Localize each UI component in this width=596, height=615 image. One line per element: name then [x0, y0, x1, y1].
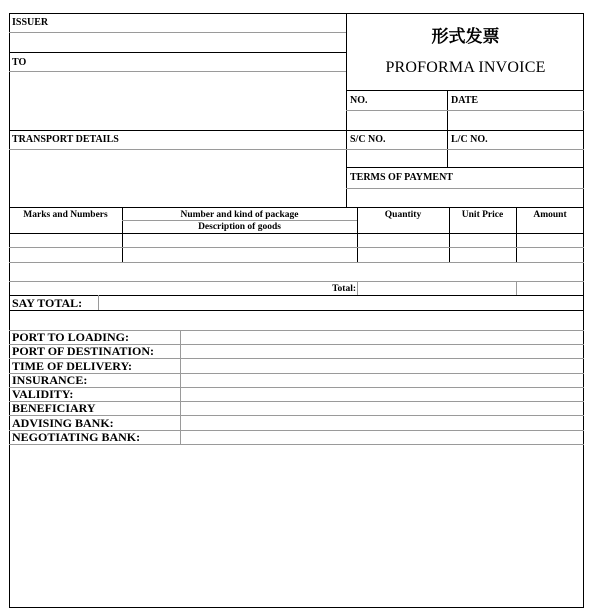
total-label: Total:	[332, 284, 356, 294]
terms-of-payment-label: TERMS OF PAYMENT	[350, 172, 453, 183]
negotiating-bank-label: NEGOTIATING BANK:	[12, 430, 141, 444]
goods-row-line[interactable]	[9, 247, 584, 248]
no-divider	[346, 130, 584, 131]
col-description: Description of goods	[198, 222, 281, 232]
issuer-field-line[interactable]	[9, 32, 346, 33]
total-divider-2	[516, 281, 517, 296]
no-label: NO.	[350, 95, 368, 106]
beneficiary-label: BENEFICIARY	[12, 401, 96, 415]
no-date-divider	[447, 90, 448, 167]
to-label: TO	[12, 57, 27, 68]
to-divider	[9, 130, 346, 131]
no-date-field-line[interactable]	[346, 110, 584, 111]
say-total-divider	[98, 295, 99, 310]
transport-details-label: TRANSPORT DETAILS	[12, 134, 119, 145]
port-loading-label: PORT TO LOADING:	[12, 330, 129, 344]
advising-bank-label: ADVISING BANK:	[12, 416, 114, 430]
time-delivery-label: TIME OF DELIVERY:	[12, 359, 133, 373]
say-total-label: SAY TOTAL:	[12, 296, 83, 310]
time-delivery-line[interactable]	[9, 373, 584, 374]
goods-row-line-2[interactable]	[9, 262, 584, 263]
total-row-top	[9, 281, 584, 282]
total-row-bottom	[9, 295, 584, 296]
to-field-line[interactable]	[9, 71, 346, 72]
sc-lc-field-line[interactable]	[346, 149, 584, 150]
payment-field-line[interactable]	[346, 188, 584, 189]
port-destination-label: PORT OF DESTINATION:	[12, 344, 155, 358]
col-quantity: Quantity	[384, 210, 422, 220]
col-package: Number and kind of package	[180, 210, 299, 220]
title-chinese: 形式发票	[431, 27, 500, 47]
transport-field-line[interactable]	[9, 149, 346, 150]
issuer-label: ISSUER	[12, 17, 49, 28]
col-marks: Marks and Numbers	[23, 210, 108, 220]
title-divider	[346, 90, 584, 91]
goods-table-top	[9, 207, 584, 208]
validity-label: VALIDITY:	[12, 387, 74, 401]
insurance-label: INSURANCE:	[12, 373, 88, 387]
sc-no-label: S/C NO.	[350, 134, 386, 145]
lc-no-label: L/C NO.	[451, 134, 488, 145]
goods-header-bottom	[9, 233, 584, 234]
total-divider-1	[357, 281, 358, 296]
sc-divider	[346, 167, 584, 168]
negotiating-bank-line[interactable]	[9, 444, 584, 445]
col-unit-price: Unit Price	[461, 210, 504, 220]
date-label: DATE	[451, 95, 479, 106]
col-amount: Amount	[533, 210, 567, 220]
insurance-line[interactable]	[9, 387, 584, 388]
title-english: PROFORMA INVOICE	[385, 59, 546, 76]
issuer-divider	[9, 52, 346, 53]
package-subheader-line	[122, 220, 357, 221]
say-total-bottom	[9, 310, 584, 311]
